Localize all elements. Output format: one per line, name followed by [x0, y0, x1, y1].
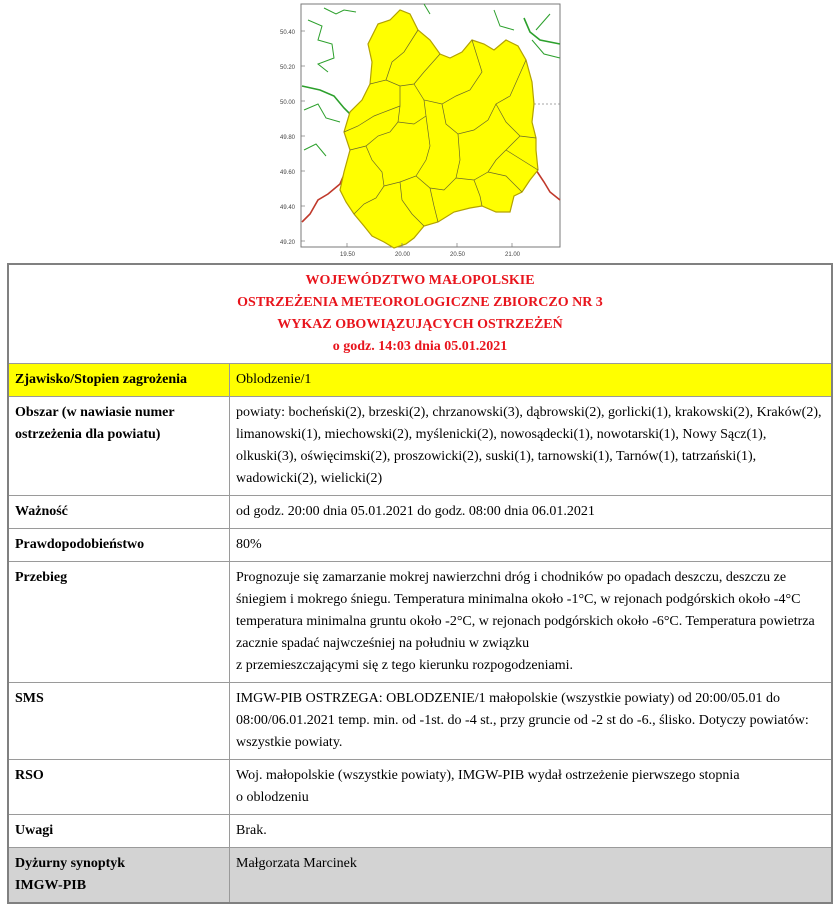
phenomenon-label: Zjawisko/Stopien zagrożenia: [8, 364, 230, 397]
y-tick: 50.40: [280, 30, 296, 36]
rso-label: RSO: [8, 760, 230, 815]
phenomenon-row: [8, 364, 832, 397]
forecaster-label: [8, 848, 230, 904]
header-subtitle: WYKAZ OBOWIĄZUJĄCYCH OSTRZEŻEŃ: [277, 317, 563, 332]
header-title: OSTRZEŻENIA METEOROLOGICZNE ZBIORCZO NR 3: [237, 295, 603, 310]
probability-row: [8, 529, 832, 562]
rso-text-continued: o oblodzeniu: [236, 790, 309, 805]
remarks-row: [8, 815, 832, 848]
forecaster-value: Małgorzata Marcinek: [230, 848, 833, 904]
x-tick: 21.00: [505, 252, 521, 258]
course-text-continued: z przemieszczającymi się z tego kierunku rozpogodzeniami.: [236, 658, 574, 673]
rso-value: [230, 760, 833, 815]
phenomenon-value: Oblodzenie/1: [230, 364, 833, 397]
malopolska-map-svg: [274, 0, 564, 258]
forecaster-label-line2: IMGW-PIB: [15, 878, 87, 893]
forecaster-row: [8, 848, 832, 904]
probability-value: 80%: [230, 529, 833, 562]
validity-value: od godz. 20:00 dnia 05.01.2021 do godz. 08:00 dnia 06.01.2021: [230, 496, 833, 529]
y-tick: 49.80: [280, 135, 296, 141]
rso-text: Woj. małopolskie (wszystkie powiaty), IMGW-PIB wydał ostrzeżenie pierwszego stopnia: [236, 768, 740, 783]
x-tick: 19.50: [340, 252, 356, 258]
course-value: [230, 562, 833, 683]
x-tick: 20.00: [395, 252, 411, 258]
area-row: [8, 397, 832, 496]
y-tick: 49.40: [280, 205, 296, 211]
y-tick: 49.60: [280, 170, 296, 176]
warning-header: [8, 264, 832, 364]
remarks-value: Brak.: [230, 815, 833, 848]
y-tick: 50.20: [280, 65, 296, 71]
probability-label: Prawdopodobieństwo: [8, 529, 230, 562]
course-row: [8, 562, 832, 683]
y-tick: 50.00: [280, 100, 296, 106]
header-region: WOJEWÓDZTWO MAŁOPOLSKIE: [305, 273, 535, 288]
validity-row: [8, 496, 832, 529]
course-label: Przebieg: [8, 562, 230, 683]
remarks-label: Uwagi: [8, 815, 230, 848]
x-tick: 20.50: [450, 252, 466, 258]
y-tick: 49.20: [280, 240, 296, 246]
sms-row: [8, 683, 832, 760]
warning-map: [274, 0, 564, 258]
warning-table: [7, 263, 833, 904]
header-timestamp: o godz. 14:03 dnia 05.01.2021: [332, 339, 508, 354]
rso-row: [8, 760, 832, 815]
sms-value: IMGW-PIB OSTRZEGA: OBLODZENIE/1 małopolskie (wszystkie powiaty) od 20:00/05.01 do 08:00/06.01.2021 temp. min. od -1st. do -4 st., przy gruncie od -2 st do -6., ślisko. Dotyczy powiatów: wszystkie powiaty.: [230, 683, 833, 760]
area-label: Obszar (w nawiasie numer ostrzeżenia dla powiatu): [8, 397, 230, 496]
area-value: powiaty: bocheński(2), brzeski(2), chrzanowski(3), dąbrowski(2), gorlicki(1), krakowski(2), Kraków(2), limanowski(1), miechowski(2), myślenicki(2), nowosądecki(1), nowotarski(1), Nowy Sącz(1), olkuski(3), oświęcimski(2), proszowicki(2), suski(1), tarnowski(1), Tarnów(1), tatrzański(1), wadowicki(2), wielicki(2): [230, 397, 833, 496]
forecaster-label-line1: Dyżurny synoptyk: [15, 856, 126, 871]
sms-label: SMS: [8, 683, 230, 760]
validity-label: Ważność: [8, 496, 230, 529]
course-text: Prognozuje się zamarzanie mokrej nawierzchni dróg i chodników po opadach deszczu, deszczu ze śniegiem i mokrego śniegu. Temperatura minimalna około -1°C, w rejonach podgórskich około -4°C temperatura minimalna gruntu około -2°C, w rejonach podgórskich około -6°C. Temperatura powietrza zacznie spadać najwcześniej na południu w związku: [236, 570, 815, 651]
header-row: [8, 264, 832, 364]
